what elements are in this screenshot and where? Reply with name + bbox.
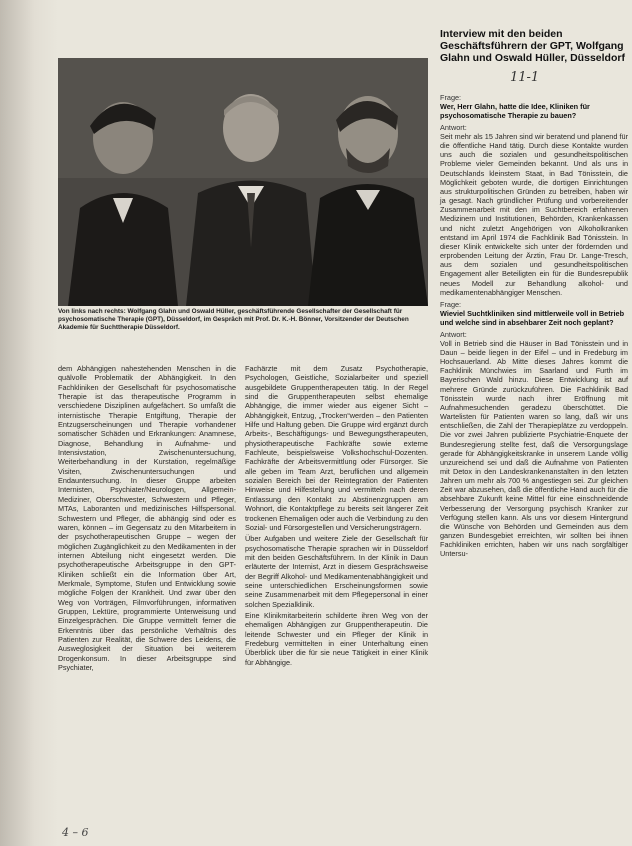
article-paragraph: Über Aufgaben und weitere Ziele der Gesellschaft für psychosomatische Therapie sprachen wir in Düsseldorf mit den beiden Geschäftsführern. In der Klinik in Daun erläuterte der Internist, Arzt in diesem Gesprächsweise der Begriff Alkohol- und Medikamentenabhängigkeit und seine unterschiedlichen Erscheinungsformen sowie seine Zusammenarbeit mit dem Pflegepersonal in einer solchen Spezialklinik. [245,534,428,609]
interview-title: Interview mit den beiden Geschäftsführern der GPT, Wolfgang Glahn und Oswald Hüller, Düsseldorf [440,28,625,64]
article-paragraph: dem Abhängigen nahestehenden Menschen in die quälvolle Problematik der Abhängigkeit. In den Fachkliniken der Gesellschaft für psychosomatische Therapie ist das therapeutische Programm in verschiedene Disziplinen aufgefächert. So umfaßt die internistische Therapie Entgiftung, Therapie der Entzugserscheinungen und Therapie vorhandener somatischer Schäden und Erkrankungen: Anamnese, Diagnose, Behandlung in Aufnahme- und Intensivstation, Zwischenuntersuchung, Weiterbehandlung in der Kurstation, regelmäßige Visiten, Zwischenuntersuchungen und Endauntersuchung. In dieser Gruppe arbeiten Internisten, Psychiater/Neurologen, Allgemein-Mediziner, Oberschwester, Schwestern und Pfleger, MTAs, Laboranten und medizinisches Hilfspersonal. Schwestern und Pfleger, die abhängig sind oder es waren, können – im Gegensatz zu den Mitarbeitern in der psychotherapeutischen Gruppe – wegen der möglichen Zugänglichkeit zu den Medikamenten in der internen Abteilung nicht eingesetzt werden. Die psychotherapeutische Arbeitsgruppe in den GPT-Kliniken schließt ein die Information über Art, Merkmale, Symptome, Stufen und Entwicklung sowie mögliche Folgen der Krankheit. Und zwar über den Weg von Vorträgen, Filmvorführungen, informativen Gruppen, Lektüre, programmierte Unterweisung und Einzelgesprächen. Die Gruppe vermittelt ferner die Erkenntnis über das persönliche Verhältnis des Patienten zur Realität, die Schwere des Leidens, die Ausweglosigkeit der Situation bei weiterem Drogenkonsum. In dieser Arbeitsgruppe sind Psychiater, [58,364,236,672]
answer-label: Antwort: [440,329,467,339]
answer-label: Antwort: [440,123,467,132]
question-text: Wieviel Suchtkliniken sind mittlerweile voll in Betrieb und welche sind in absehbarer Zeit noch geplant? [440,308,625,327]
photo-three-men-icon [58,58,428,306]
article-paragraph: Eine Klinikmitarbeiterin schilderte ihren Weg von der ehemaligen Abhängigen zur Gruppentherapeutin. Die leitende Schwester und ein Pfleger der Klinik in Fredeburg vermittelten in einer Unterhaltung einen Überblick über die für sie neue Tätigkeit in einer Klinik für Abhängige. [245,610,428,667]
article-column-1 [58,364,236,674]
article-column-2 [245,364,428,669]
question-label: Frage: [440,299,462,309]
answer-text: Seit mehr als 15 Jahren sind wir beratend und planend für die öffentliche Hand tätig. Durch diese Kontakte wurden uns auch die sozialen und gesundheitspolitischen Probleme vieler Gemeinden bekannt. Und als uns in Deutschlands kleinstem Staat, in Bad Tönisstein, die Möglichkeit geboten wurde, die dortigen Einrichtungen aus strukturpolitischen Gründen zu betreiben, haben wir ja gesagt. Nach gründlicher Prüfung und vorbereitender Zusammenarbeit mit den im Suchtbereich erfahrenen Medizinern und Institutionen, Behörden, Krankenkassen und nicht zuletzt Angehörigen von Alkoholkranken entstand im April 1974 die Fachklinik Bad Tönisstein. In dieser Klinik entwickelte sich unter der fördernden und erprobenden Leitung der Ärztin, Frau Dr. Lange-Tresch, aus dem sozialen und gesundheitspolitischen Engagement aller Beteiligten ein für die Bundesrepublik neues Modell zur Behandlung alkohol- und medikamentenabhängiger Menschen. [440,132,628,297]
article-paragraph: Fachärzte mit dem Zusatz Psychotherapie, Psychologen, Geistliche, Sozialarbeiter und speziell ausgebildete Gruppentherapeuten tätig. In der Regel sind die Gruppentherapeuten selbst ehemalige Abhängige, die immer wieder aus eigener Sicht – Abhängigkeit, Entzug, „Trocken“werden – den Patienten Hilfe und Haltung geben. Die Gruppe wird ergänzt durch Arbeits-, Beschäftigungs- und Bewegungstherapeuten, physiotherapeutische Fachkräfte sowie externe Fachleute, beispielsweise Volkshochschul-Dozenten. Fachkräfte der Arbeitsvermittlung oder Fürsorger. Sie alle geben im Team Arzt, beruflichen und allgemein sozialen Bereich bei der Reintegration der Patienten Hinweise und Hilfestellung und vermitteln nach deren Entlassung den Kontakt zu Abstinenzgruppen am Wohnort, die Kontaktpflege zu bereits seit längerer Zeit trockenen Ehemaligen oder auch die Verbindung zu den Sozial- und Fürsorgestellen und Versicherungsträgern. [245,364,428,532]
photo [58,58,428,306]
page-number: 4 – 6 [62,826,89,839]
handwritten-signature: 11-1 [510,70,540,85]
page-edge [0,0,58,846]
interview-column [440,28,628,559]
answer-text: Voll in Betrieb sind die Häuser in Bad Tönisstein und in Daun – beide liegen in der Eifel – und in Fredeburg im Hochsauerland. Ab Mitte dieses Jahres kommt die Fachklinik Münchwies im Saarland und Furth im Bayerischen Wald hinzu. Diese Entwicklung ist auf mehrere Gründe zurückzuführen. Die Fachklinik Bad Tönisstein wurde nach ihrer Eröffnung mit Aufnahmesuchenden geradezu überschüttet. Die Wartelisten für Patienten waren so lang, daß wir uns entschließen, die Zahl der Therapieplätze zu verdoppeln. Die vor zwei Jahren publizierte Psychiatrie-Enquete der Bundesregierung stellte fest, daß die Versorgungslage gerade für Abhängigkeitskranke in unserem Lande völlig unzureichend sei und daß die Aufnahme von Patienten mit Detox in den Landeskrankenanstalten in den letzten Jahren um mehr als 700 % angestiegen sei. Zur gleichen Zeit war abzusehen, daß die öffentliche Hand auch für die absehbare Zukunft keine Mittel für eine einschneidende Verbesserung der Versorgung psychisch Kranker zur Verfügung stellen kann. Als uns vor diesem Hintergrund die Wünsche von Behörden und Gemeinden aus dem ganzen Bundesgebiet erreichten, wir sollten bei ihnen Fachkliniken errichten, haben wir uns nach sorgfältiger Untersu- [440,338,628,559]
photo-caption: Von links nach rechts: Wolfgang Glahn und Oswald Hüller, geschäftsführende Gesellschafter der Gesellschaft für psychosomatische Therapie (GPT), Düsseldorf, im Gespräch mit Prof. Dr. K.-H. Bönner, Vorsitzender der Deutschen Akademie für Suchttherapie Düsseldorf. [58,308,409,331]
question-text: Wer, Herr Glahn, hatte die Idee, Kliniken für psychosomatische Therapie zu bauen? [440,102,590,120]
question-label: Frage: [440,93,462,102]
